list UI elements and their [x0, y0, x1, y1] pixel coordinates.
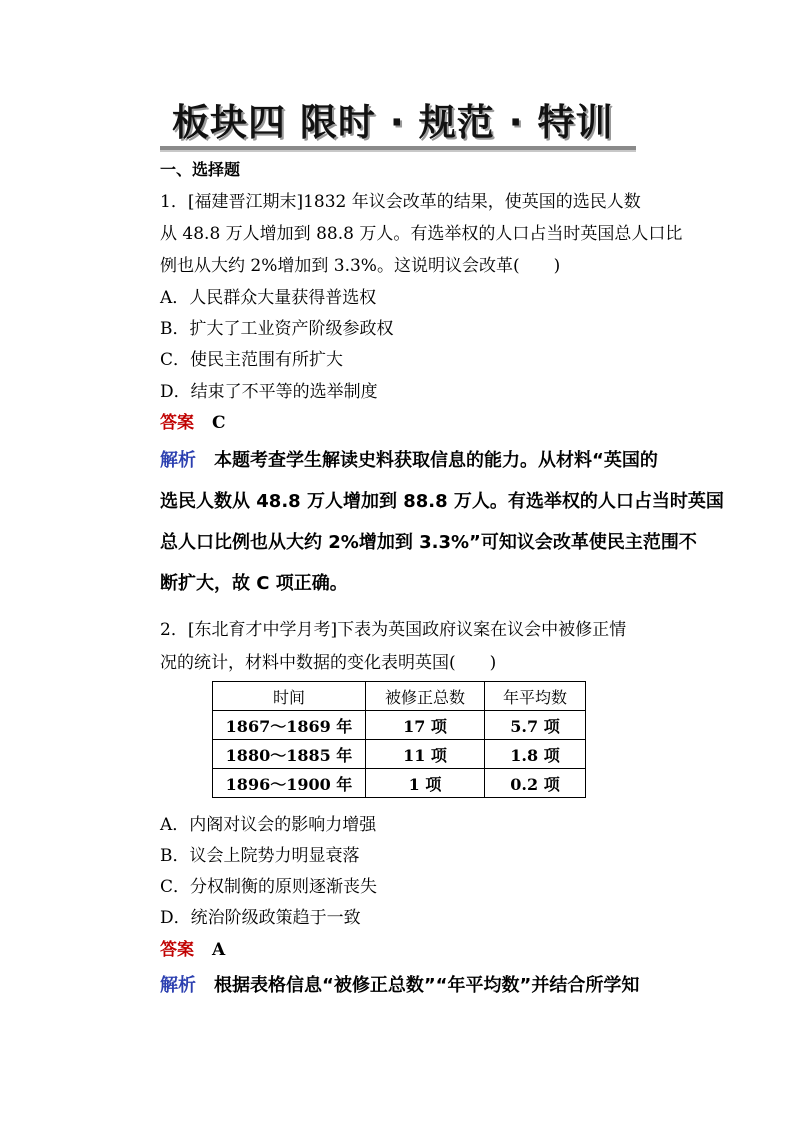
q2-answer-label: 答案 — [160, 940, 194, 960]
q1-analysis-label: 解析 — [160, 450, 196, 471]
table-cell: 1.8 项 — [485, 740, 586, 769]
q1-analysis-line-3: 总人口比例也从大约 2%增加到 3.3%”可知议会改革使民主范围不 — [160, 532, 697, 553]
q1-option-c: C．使民主范围有所扩大 — [160, 350, 344, 370]
table-row — [213, 769, 586, 798]
q1-answer-label: 答案 — [160, 413, 194, 433]
q2-analysis-line-1 — [160, 975, 639, 997]
q2-analysis-text-1: 根据表格信息“被修正总数”“年平均数”并结合所学知 — [214, 975, 640, 996]
title-underline-shadow — [160, 150, 636, 152]
q2-option-a: A．内阁对议会的影响力增强 — [160, 815, 377, 835]
q2-analysis-label: 解析 — [160, 975, 196, 996]
q1-answer-row — [160, 413, 226, 433]
q1-analysis-line-2: 选民人数从 48.8 万人增加到 88.8 万人。有选举权的人口占当时英国 — [160, 491, 724, 512]
amendment-stats-table — [212, 681, 586, 798]
q1-option-a: A．人民群众大量获得普选权 — [160, 288, 377, 308]
page-title: 板块四 限时 · 规范 · 特训 — [172, 101, 614, 144]
table-cell: 1867～1869 年 — [213, 711, 366, 740]
q2-stem-line-1: 2．[东北育才中学月考]下表为英国政府议案在议会中被修正情 — [160, 620, 627, 640]
table-cell: 0.2 项 — [485, 769, 586, 798]
q1-option-d: D．结束了不平等的选举制度 — [160, 382, 378, 402]
q1-analysis-text-1: 本题考查学生解读史料获取信息的能力。从材料“英国的 — [214, 450, 658, 471]
table-row — [213, 740, 586, 769]
q2-option-b: B．议会上院势力明显衰落 — [160, 846, 360, 866]
table-header-cell: 时间 — [213, 682, 366, 711]
q2-option-d: D．统治阶级政策趋于一致 — [160, 908, 361, 928]
q1-stem-line-2: 从 48.8 万人增加到 88.8 万人。有选举权的人口占当时英国总人口比 — [160, 224, 683, 244]
table-cell: 1880～1885 年 — [213, 740, 366, 769]
q1-analysis-line-1 — [160, 450, 658, 472]
q2-answer-value: A — [212, 940, 226, 960]
q2-stem-line-2: 况的统计，材料中数据的变化表明英国( ) — [160, 653, 497, 673]
table-cell: 1 项 — [366, 769, 485, 798]
q1-stem-line-3: 例也从大约 2%增加到 3.3%。这说明议会改革( ) — [160, 256, 561, 276]
table-cell: 17 项 — [366, 711, 485, 740]
q2-option-c: C．分权制衡的原则逐渐丧失 — [160, 877, 378, 897]
table-header-cell: 被修正总数 — [366, 682, 485, 711]
table-row — [213, 711, 586, 740]
q1-option-b: B．扩大了工业资产阶级参政权 — [160, 319, 394, 339]
table-cell: 11 项 — [366, 740, 485, 769]
section-title: 一、选择题 — [160, 160, 241, 179]
table-header-row — [213, 682, 586, 711]
q2-answer-row — [160, 940, 225, 960]
table-header-cell: 年平均数 — [485, 682, 586, 711]
table-cell: 5.7 项 — [485, 711, 586, 740]
q1-answer-value: C — [212, 413, 226, 433]
q1-stem-line-1: 1．[福建晋江期末]1832 年议会改革的结果，使英国的选民人数 — [160, 192, 641, 212]
header-banner — [160, 92, 636, 154]
q1-analysis-line-4: 断扩大，故 C 项正确。 — [160, 573, 348, 594]
table-cell: 1896～1900 年 — [213, 769, 366, 798]
